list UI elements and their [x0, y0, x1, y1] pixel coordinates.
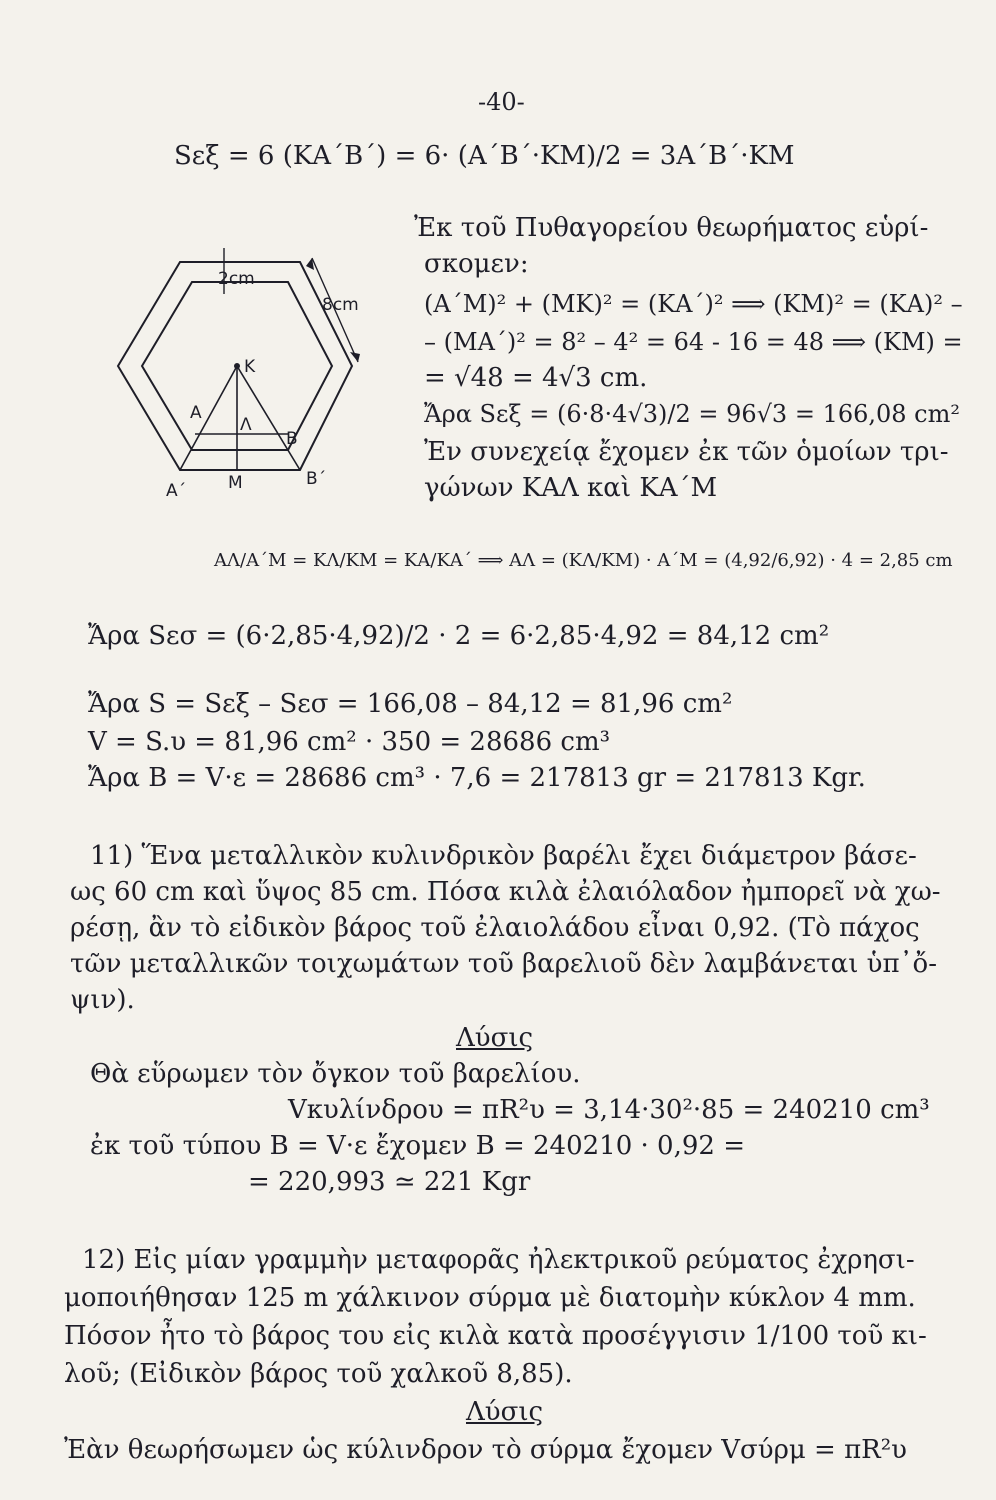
problem12-line: 12) Εἰς μίαν γραμμὴν μεταφορᾶς ἠλεκτρικοῦ ρεύματος ἐχρησι-: [82, 1245, 915, 1275]
problem11-solution-line: Vκυλίνδρου = πR²υ = 3,14·30²·85 = 240210 cm³: [288, 1095, 930, 1125]
label-B: B: [286, 429, 298, 449]
problem12-line: μοποιήθησαν 125 m χάλκινον σύρμα μὲ διατομὴν κύκλον 4 mm.: [64, 1283, 916, 1313]
problem11-solution-line: = 220,993 ≃ 221 Kgr: [248, 1167, 531, 1197]
problem12-line: λοῦ; (Εἰδικὸν βάρος τοῦ χαλκοῦ 8,85).: [64, 1359, 573, 1389]
problem12-solution-title: Λύσις: [466, 1397, 544, 1427]
right-block-line: – (ΜΑ΄)² = 8² – 4² = 64 - 16 = 48 ⟹ (ΚΜ) =: [424, 328, 963, 356]
label-A: A: [190, 403, 202, 423]
problem11-line: ψιν).: [70, 985, 135, 1015]
right-block-line: Ἐν συνεχείᾳ ἔχομεν ἐκ τῶν ὁμοίων τρι-: [424, 437, 949, 467]
problem11-solution-line: Θὰ εὕρωμεν τὸν ὄγκον τοῦ βαρελίου.: [90, 1059, 581, 1089]
page-number: -40-: [478, 88, 525, 116]
right-block-line: = √48 = 4√3 cm.: [424, 363, 648, 393]
problem11-line: ρέσῃ, ἂν τὸ εἰδικὸν βάρος τοῦ ἐλαιολάδου εἶναι 0,92. (Τὸ πάχος: [70, 913, 920, 943]
point-K: [234, 363, 240, 369]
calc-line: Ἄρα S = Sεξ – Sεσ = 166,08 – 84,12 = 81,96 cm²: [88, 689, 733, 719]
label-2cm: 2cm: [218, 269, 255, 289]
segment-KA: [180, 366, 237, 470]
label-B-prime: B΄: [306, 469, 327, 489]
label-Lambda: Λ: [240, 415, 252, 435]
label-A-prime: A΄: [166, 481, 187, 501]
similar-triangles-ratio: ΑΛ/Α΄Μ = ΚΛ/ΚΜ = ΚΑ/ΚΑ΄ ⟹ ΑΛ = (ΚΛ/ΚΜ) · Α΄Μ = (4,92/6,92) · 4 = 2,85 cm: [214, 550, 953, 571]
hexagon-diagram: [100, 238, 390, 503]
calc-line: V = S.υ = 81,96 cm² · 350 = 28686 cm³: [88, 727, 611, 757]
problem11-line: τῶν μεταλλικῶν τοιχωμάτων τοῦ βαρελιοῦ δὲν λαμβάνεται ὑπ᾽ὄ-: [70, 949, 937, 979]
calc-line: Ἄρα Sεσ = (6·2,85·4,92)/2 · 2 = 6·2,85·4,92 = 84,12 cm²: [88, 621, 830, 651]
problem12-solution-line: Ἐὰν θεωρήσωμεν ὡς κύλινδρον τὸ σύρμα ἔχομεν Vσύρμ = πR²υ: [64, 1435, 907, 1465]
label-K: K: [244, 357, 256, 377]
right-block-line: σκομεν:: [424, 249, 529, 279]
problem11-line: ως 60 cm καὶ ὕψος 85 cm. Πόσα κιλὰ ἐλαιόλαδον ἠμπορεῖ νὰ χω-: [70, 877, 941, 907]
label-M: M: [228, 473, 243, 493]
side-arrow-head: [350, 352, 360, 362]
hexagon-area-formula: Sεξ = 6 (ΚΑ΄Β΄) = 6· (Α΄Β΄·ΚΜ)/2 = 3Α΄Β΄·ΚΜ: [174, 141, 795, 171]
hexagon-figure: [100, 238, 390, 503]
problem11-solution-line: ἐκ τοῦ τύπου Β = V·ε ἔχομεν Β = 240210 · 0,92 =: [90, 1131, 745, 1161]
right-block-line: γώνων ΚΑΛ καὶ ΚΑ΄Μ: [424, 473, 718, 503]
calc-line: Ἄρα Β = V·ε = 28686 cm³ · 7,6 = 217813 gr = 217813 Kgr.: [88, 763, 866, 793]
label-8cm: 8cm: [322, 295, 359, 315]
problem12-line: Πόσον ἦτο τὸ βάρος του εἰς κιλὰ κατὰ προσέγγισιν 1/100 τοῦ κι-: [64, 1321, 927, 1351]
right-block-line: (Α΄Μ)² + (ΜΚ)² = (ΚΑ΄)² ⟹ (ΚΜ)² = (ΚΑ)² –: [424, 290, 963, 318]
right-block-line: Ἄρα Sεξ = (6·8·4√3)/2 = 96√3 = 166,08 cm²: [424, 400, 960, 428]
problem11-solution-title: Λύσις: [456, 1023, 534, 1053]
right-block-line: Ἐκ τοῦ Πυθαγορείου θεωρήματος εὑρί-: [414, 213, 929, 243]
problem11-line: 11) Ἕνα μεταλλικὸν κυλινδρικὸν βαρέλι ἔχει διάμετρον βάσε-: [90, 841, 917, 871]
